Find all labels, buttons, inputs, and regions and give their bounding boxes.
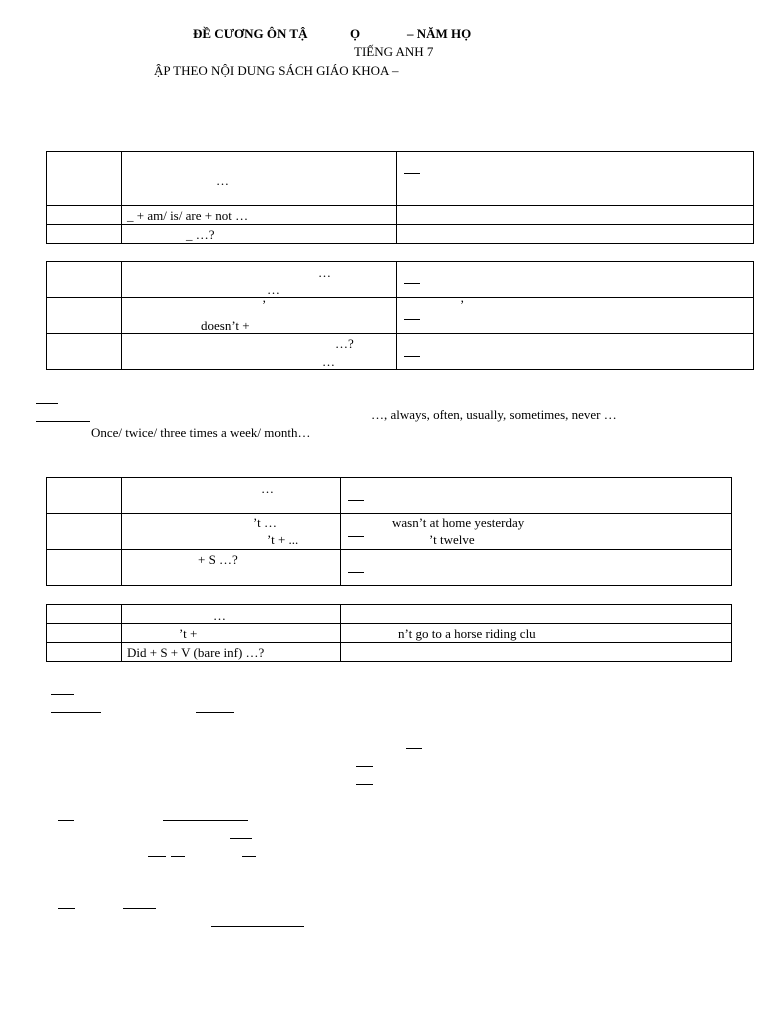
table-cell	[397, 334, 754, 370]
underline-mark	[230, 838, 252, 839]
grammar-table-4	[46, 604, 732, 662]
table-cell	[47, 605, 122, 624]
doc-title-part-1: ĐỀ CƯƠNG ÔN TẬ	[193, 26, 308, 41]
underline-mark	[58, 908, 75, 909]
blank-line	[404, 348, 420, 361]
table-cell	[122, 225, 397, 244]
underline-mark	[163, 820, 248, 821]
blank-line	[404, 311, 420, 324]
table-cell	[341, 605, 732, 624]
table-cell	[47, 624, 122, 643]
cell-text: …	[318, 265, 331, 280]
underline-mark	[123, 908, 156, 909]
underline-mark	[196, 712, 234, 713]
cell-text: n’t go to a horse riding clu	[398, 626, 536, 641]
table-cell	[397, 298, 754, 334]
cell-text: ’t twelve	[429, 532, 475, 547]
blank-line	[348, 634, 364, 643]
table-cell	[47, 478, 122, 514]
table-row	[47, 624, 732, 643]
underline-mark	[356, 766, 373, 767]
underline-mark	[36, 403, 58, 404]
table-cell	[341, 643, 732, 662]
table-row	[47, 334, 754, 370]
cell-text: …	[322, 354, 335, 369]
doc-title-part-2: Ọ	[350, 26, 361, 41]
table-cell	[47, 298, 122, 334]
table-cell	[122, 514, 341, 550]
table-row	[47, 643, 732, 662]
table-cell	[397, 262, 754, 298]
cell-text: doesn’t +	[201, 318, 250, 333]
frequency-adverbs-list: …, always, often, usually, sometimes, never …	[371, 407, 617, 422]
table-row	[47, 225, 754, 244]
cell-text: ’	[262, 297, 267, 312]
table-cell	[122, 334, 397, 370]
underline-mark	[406, 748, 422, 749]
frequency-expressions: Once/ twice/ three times a week/ month…	[91, 425, 311, 440]
cell-text: …?	[335, 336, 354, 351]
blank-line	[404, 216, 420, 225]
underline-mark	[356, 784, 373, 785]
table-row	[47, 514, 732, 550]
table-cell	[397, 225, 754, 244]
underline-mark	[36, 421, 90, 422]
table-cell	[47, 206, 122, 225]
table-cell	[47, 550, 122, 586]
table-row	[47, 152, 754, 206]
cell-text: _ …?	[186, 227, 215, 242]
table-cell	[341, 514, 732, 550]
blank-line	[348, 615, 364, 624]
table-cell	[122, 643, 341, 662]
underline-mark	[148, 856, 166, 857]
table-cell	[397, 152, 754, 206]
table-row	[47, 478, 732, 514]
table-cell	[122, 298, 397, 334]
cell-text: Did + S + V (bare inf) …?	[127, 645, 265, 660]
doc-subject: TIẾNG ANH 7	[354, 44, 434, 59]
table-cell	[47, 643, 122, 662]
grammar-table-3	[46, 477, 732, 586]
cell-text: _ + am/ is/ are + not …	[127, 208, 249, 223]
table-cell	[341, 550, 732, 586]
blank-line	[404, 165, 420, 178]
table-cell	[122, 605, 341, 624]
blank-line	[404, 275, 420, 288]
table-cell	[122, 478, 341, 514]
grammar-table-2	[46, 261, 754, 370]
underline-mark	[242, 856, 256, 857]
cell-text: …	[216, 173, 229, 188]
table-cell	[47, 514, 122, 550]
cell-text: wasn’t at home yesterday	[392, 515, 525, 530]
table-row	[47, 298, 754, 334]
table-cell	[122, 550, 341, 586]
cell-text: + S …?	[198, 552, 238, 567]
table-cell	[47, 152, 122, 206]
table-row	[47, 262, 754, 298]
underline-mark	[51, 712, 101, 713]
underline-mark	[171, 856, 185, 857]
blank-line	[348, 492, 364, 505]
cell-text: ’t +	[179, 626, 198, 641]
cell-text: ’	[460, 297, 465, 312]
table-cell	[341, 478, 732, 514]
table-row	[47, 550, 732, 586]
table-cell	[122, 624, 341, 643]
blank-line	[404, 235, 420, 244]
cell-text: ’t …	[253, 515, 277, 530]
table-row	[47, 206, 754, 225]
table-cell	[122, 262, 397, 298]
table-cell	[122, 152, 397, 206]
table-cell	[341, 624, 732, 643]
doc-title-part-3: – NĂM HỌ	[407, 26, 472, 41]
blank-line	[348, 564, 364, 577]
cell-text: …	[261, 481, 274, 496]
table-cell	[47, 334, 122, 370]
underline-mark	[58, 820, 74, 821]
table-cell	[47, 225, 122, 244]
table-cell	[397, 206, 754, 225]
underline-mark	[51, 694, 74, 695]
table-row	[47, 605, 732, 624]
cell-text: ’t + ...	[267, 532, 299, 547]
table-cell	[47, 262, 122, 298]
underline-mark	[211, 926, 304, 927]
cell-text: …	[213, 608, 226, 623]
table-cell	[122, 206, 397, 225]
cell-text: …	[267, 282, 280, 297]
blank-line	[348, 528, 364, 541]
doc-subtitle: ẬP THEO NỘI DUNG SÁCH GIÁO KHOA –	[154, 63, 399, 78]
blank-line	[348, 653, 364, 662]
grammar-table-1	[46, 151, 754, 244]
